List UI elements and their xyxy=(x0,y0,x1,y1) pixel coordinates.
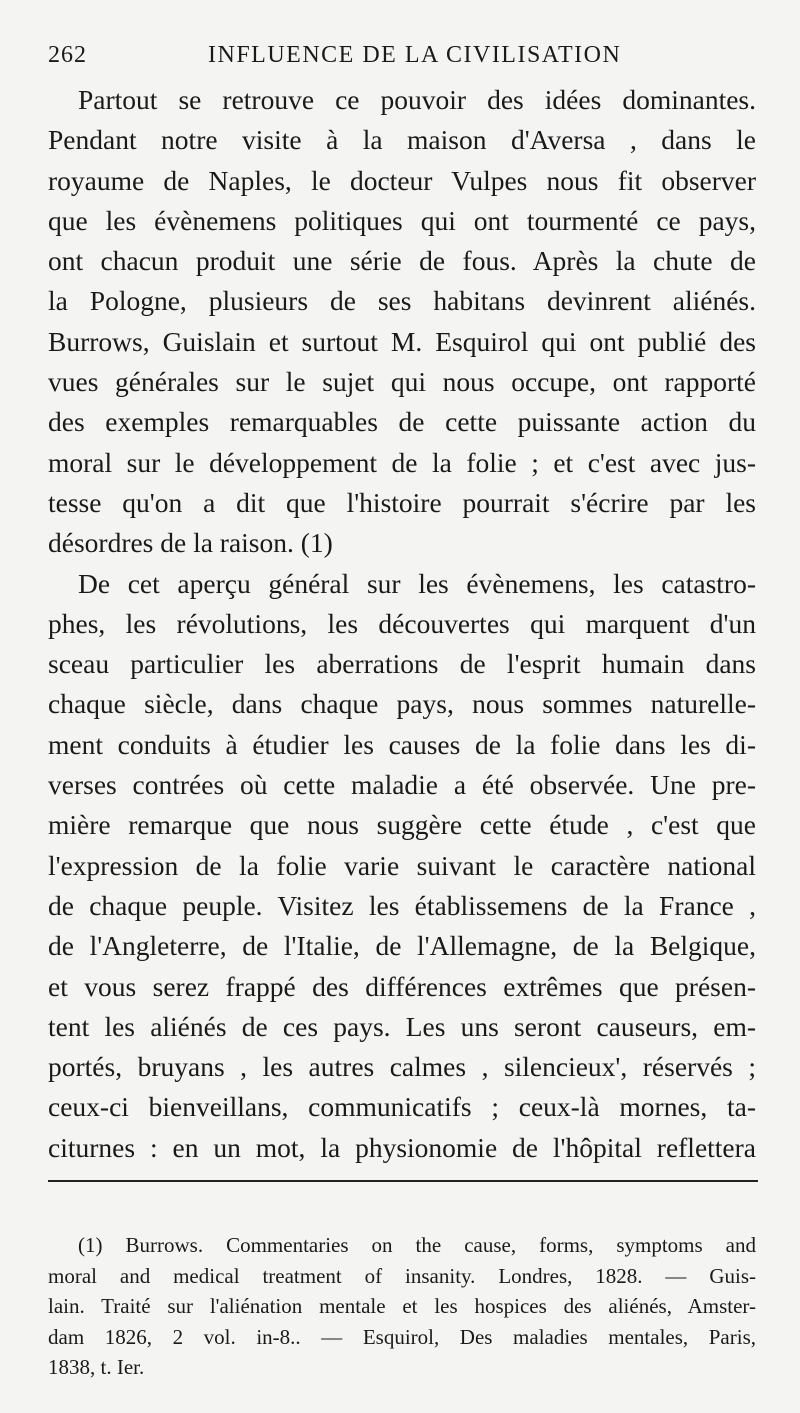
text-line: De cet aperçu général sur les évènemens, les catastro- xyxy=(78,567,756,599)
text-line: Partout se retrouve ce pouvoir des idées dominantes. xyxy=(78,84,756,115)
text-line: royaume de Naples, le docteur Vulpes nous fit observer xyxy=(48,164,756,196)
footnote xyxy=(48,1230,756,1383)
text-line: tent les aliénés de ces pays. Les uns seront causeurs, em- xyxy=(48,1010,756,1042)
footnote-line: 1838, t. Ier. xyxy=(48,1355,145,1379)
text-line: vues générales sur le sujet qui nous occupe, ont rapporté xyxy=(48,366,756,398)
text-line: ont chacun produit une série de fous. Après la chute de xyxy=(48,245,756,277)
text-line: moral sur le développement de la folie ; et c'est avec jus- xyxy=(48,446,756,478)
page-number: 262 xyxy=(48,42,87,68)
text-line: l'expression de la folie varie suivant le caractère national xyxy=(48,849,756,881)
text-line: chaque siècle, dans chaque pays, nous sommes naturelle- xyxy=(48,688,756,720)
text-line: Pendant notre visite à la maison d'Aversa , dans le xyxy=(48,124,756,156)
text-line: sceau particulier les aberrations de l'esprit humain dans xyxy=(48,648,756,680)
text-line: citurnes : en un mot, la physionomie de l'hôpital reflettera xyxy=(48,1131,756,1163)
text-line: ment conduits à étudier les causes de la folie dans les di- xyxy=(48,728,756,760)
text-line: ceux-ci bienveillans, communicatifs ; ceux-là mornes, ta- xyxy=(48,1091,756,1123)
text-line: portés, bruyans , les autres calmes , silencieux', réservés ; xyxy=(48,1051,756,1083)
text-line: de chaque peuple. Visitez les établissemens de la France , xyxy=(48,889,756,921)
page-header xyxy=(48,38,728,78)
text-line: verses contrées où cette maladie a été observée. Une pre- xyxy=(48,769,756,801)
footnote-divider xyxy=(48,1180,758,1182)
text-line: mière remarque que nous suggère cette étude , c'est que xyxy=(48,809,756,841)
text-line: et vous serez frappé des différences extrêmes que présen- xyxy=(48,970,756,1002)
text-line: désordres de la raison. (1) xyxy=(48,527,333,559)
text-line: que les évènemens politiques qui ont tourmenté ce pays, xyxy=(48,204,756,236)
footnote-line: (1) Burrows. Commentaries on the cause, forms, symptoms and xyxy=(78,1233,756,1257)
text-line: la Pologne, plusieurs de ses habitans devinrent aliénés. xyxy=(48,285,756,317)
footnote-line: lain. Traité sur l'aliénation mentale et les hospices des aliénés, Amster- xyxy=(48,1294,756,1318)
body-text xyxy=(48,80,756,1168)
footnote-line: dam 1826, 2 vol. in-8.. — Esquirol, Des maladies mentales, Paris, xyxy=(48,1324,756,1349)
text-line: Burrows, Guislain et surtout M. Esquirol qui ont publié des xyxy=(48,325,756,357)
footnote-line: moral and medical treatment of insanity. Londres, 1828. — Guis- xyxy=(48,1263,756,1288)
text-line: des exemples remarquables de cette puissante action du xyxy=(48,406,756,438)
text-line: tesse qu'on a dit que l'histoire pourrait s'écrire par les xyxy=(48,486,756,518)
text-line: de l'Angleterre, de l'Italie, de l'Allemagne, de la Belgique, xyxy=(48,930,756,962)
text-line: phes, les révolutions, les découvertes qui marquent d'un xyxy=(48,607,756,639)
running-title: INFLUENCE DE LA CIVILISATION xyxy=(208,42,622,68)
